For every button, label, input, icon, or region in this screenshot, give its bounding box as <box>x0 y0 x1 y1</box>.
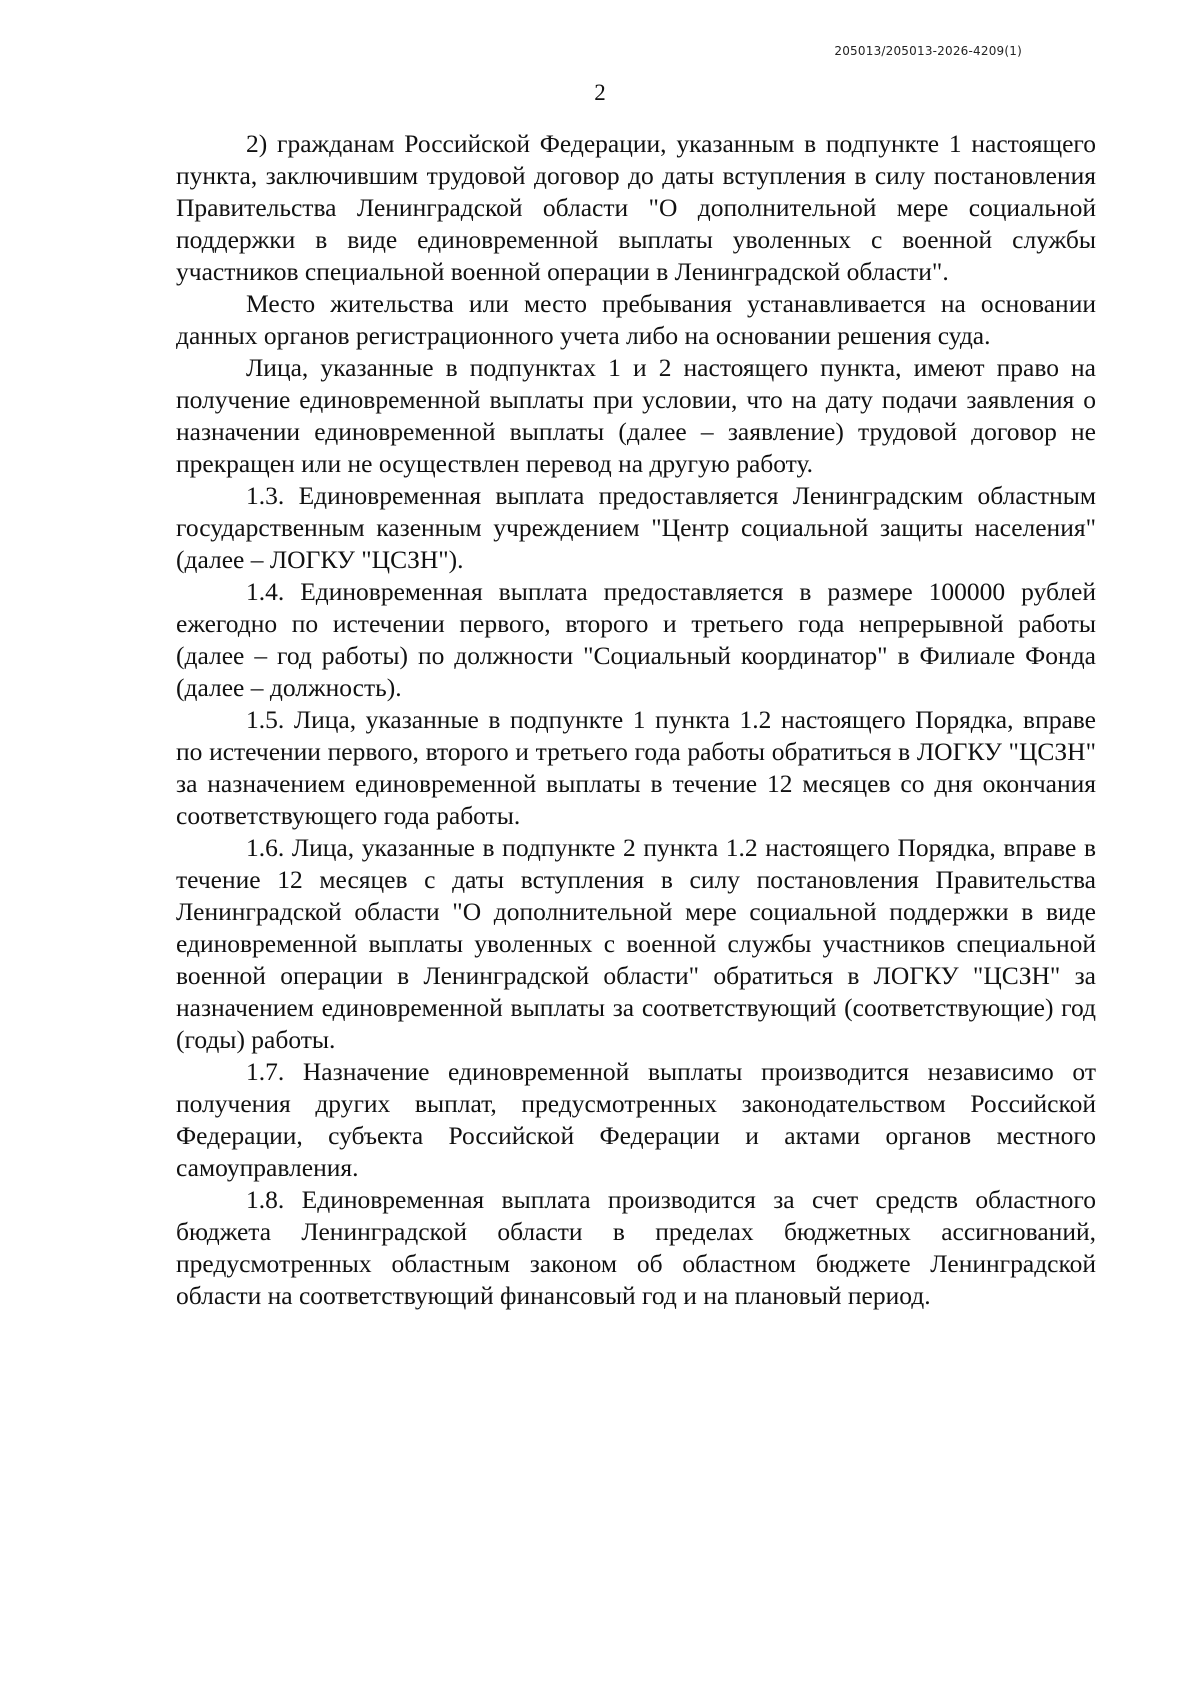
page-number: 2 <box>594 80 606 105</box>
paragraph-residence: Место жительства или место пребывания устанавливается на основании данных органов регистрационного учета либо на основании решения суда. <box>176 289 1096 350</box>
paragraph-1-5: 1.5. Лица, указанные в подпункте 1 пункта 1.2 настоящего Порядка, вправе по истечении первого, второго и третьего года работы обратиться в ЛОГКУ "ЦСЗН" за назначением единовременной выплаты в течение 12 месяцев со дня окончания соответствующего года работы. <box>176 705 1096 830</box>
paragraph-eligibility-condition: Лица, указанные в подпунктах 1 и 2 настоящего пункта, имеют право на получение единовременной выплаты при условии, что на дату подачи заявления о назначении единовременной выплаты (далее – заявление) трудовой договор не прекращен или не осуществлен перевод на другую работу. <box>176 353 1096 478</box>
paragraph-subitem-2: 2) гражданам Российской Федерации, указанным в подпункте 1 настоящего пункта, заключившим трудовой договор до даты вступления в силу постановления Правительства Ленинградской области "О дополнительной мере социальной поддержки в виде единовременной выплаты уволенных с военной службы участников специальной военной операции в Ленинградской области". <box>176 129 1096 286</box>
paragraph-1-3: 1.3. Единовременная выплата предоставляется Ленинградским областным государственным казенным учреждением "Центр социальной защиты населения" (далее – ЛОГКУ "ЦСЗН"). <box>176 481 1096 574</box>
paragraph-1-4: 1.4. Единовременная выплата предоставляется в размере 100000 рублей ежегодно по истечении первого, второго и третьего года непрерывной работы (далее – год работы) по должности "Социальный координатор" в Филиале Фонда (далее – должность). <box>176 577 1096 702</box>
paragraph-1-8: 1.8. Единовременная выплата производится за счет средств областного бюджета Ленинградской области в пределах бюджетных ассигнований, предусмотренных областным законом об областном бюджете Ленинградской области на соответствующий финансовый год и на плановый период. <box>176 1185 1096 1310</box>
document-body <box>176 128 1096 1312</box>
paragraph-1-7: 1.7. Назначение единовременной выплаты производится независимо от получения других выплат, предусмотренных законодательством Российской Федерации, субъекта Российской Федерации и актами органов местного самоуправления. <box>176 1057 1096 1182</box>
document-id: 205013/205013-2026-4209(1) <box>834 44 1022 58</box>
paragraph-1-6: 1.6. Лица, указанные в подпункте 2 пункта 1.2 настоящего Порядка, вправе в течение 12 месяцев с даты вступления в силу постановления Правительства Ленинградской области "О дополнительной мере социальной поддержки в виде единовременной выплаты уволенных с военной службы участников специальной военной операции в Ленинградской области" обратиться в ЛОГКУ "ЦСЗН" за назначением единовременной выплаты за соответствующий (соответствующие) год (годы) работы. <box>176 833 1096 1054</box>
